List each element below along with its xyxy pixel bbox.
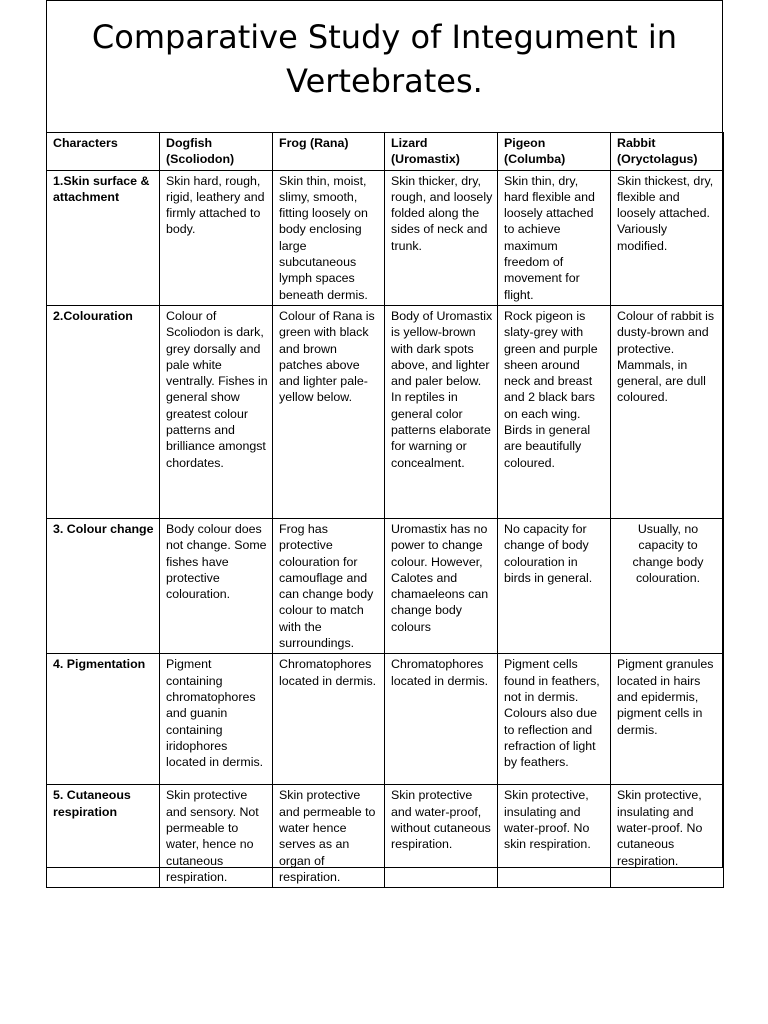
- table-cell: Skin thin, dry, hard flexible and loosely attached to achieve maximum freedom of movement for flight.: [498, 170, 611, 305]
- table-cell: Colour of rabbit is dusty-brown and protective. Mammals, in general, are dull coloured.: [611, 305, 724, 518]
- title-line-1: Comparative Study of Integument in: [91, 18, 678, 56]
- table-cell: No capacity for change of body colouration in birds in general.: [498, 518, 611, 653]
- table-cell: Usually, no capacity to change body colouration.: [611, 518, 724, 653]
- table-cell: Colour of Rana is green with black and brown patches above and lighter pale-yellow below.: [273, 305, 385, 518]
- table-cell: Skin hard, rough, rigid, leathery and firmly attached to body.: [160, 170, 273, 305]
- character-cell: 1.Skin surface & attachment: [47, 170, 160, 305]
- page-title: [47, 15, 722, 103]
- header-cell: Lizard (Uromastix): [385, 133, 498, 171]
- table-header-row: [47, 133, 724, 171]
- table-cell: Skin thicker, dry, rough, and loosely folded along the sides of neck and trunk.: [385, 170, 498, 305]
- table-cell: Chromatophores located in dermis.: [273, 654, 385, 785]
- table-row: [47, 654, 724, 785]
- header-cell: Frog (Rana): [273, 133, 385, 171]
- table-row: [47, 170, 724, 305]
- table-cell: Pigment cells found in feathers, not in dermis. Colours also due to reflection and refraction of light by feathers.: [498, 654, 611, 785]
- table-cell: Chromatophores located in dermis.: [385, 654, 498, 785]
- character-cell: 5. Cutaneous respiration: [47, 785, 160, 888]
- table-cell: Skin protective and water-proof, without cutaneous respiration.: [385, 785, 498, 888]
- header-cell: Characters: [47, 133, 160, 171]
- table-cell: Body colour does not change. Some fishes have protective colouration.: [160, 518, 273, 653]
- table-cell: Colour of Scoliodon is dark, grey dorsally and pale white ventrally. Fishes in general show greatest colour patterns and brilliance amongst chordates.: [160, 305, 273, 518]
- document-frame: [46, 0, 723, 884]
- table-row: [47, 518, 724, 653]
- character-cell: 4. Pigmentation: [47, 654, 160, 785]
- table-cell: Skin protective, insulating and water-proof. No cutaneous respiration.: [611, 785, 724, 888]
- table-cell: Skin protective and permeable to water hence serves as an organ of respiration.: [273, 785, 385, 888]
- character-cell: 3. Colour change: [47, 518, 160, 653]
- header-cell: Pigeon (Columba): [498, 133, 611, 171]
- table-cell: Pigment containing chromatophores and guanin containing iridophores located in dermis.: [160, 654, 273, 785]
- header-cell: Dogfish (Scoliodon): [160, 133, 273, 171]
- character-cell: 2.Colouration: [47, 305, 160, 518]
- table-cell: Skin protective and sensory. Not permeable to water, hence no cutaneous respiration.: [160, 785, 273, 888]
- title-line-2: Vertebrates.: [286, 62, 483, 100]
- table-cell: Uromastix has no power to change colour. However, Calotes and chamaeleons can change body colours: [385, 518, 498, 653]
- table-cell: Rock pigeon is slaty-grey with green and purple sheen around neck and breast and 2 black bars on each wing. Birds in general are beautifully coloured.: [498, 305, 611, 518]
- comparison-table: [46, 132, 724, 888]
- table-cell: Frog has protective colouration for camouflage and can change body colour to match with the surroundings.: [273, 518, 385, 653]
- table-cell: Skin thin, moist, slimy, smooth, fitting loosely on body enclosing large subcutaneous lymph spaces beneath dermis.: [273, 170, 385, 305]
- table-cell: Skin protective, insulating and water-proof. No skin respiration.: [498, 785, 611, 888]
- table-row: [47, 305, 724, 518]
- table-row: [47, 785, 724, 888]
- table-cell: Skin thickest, dry, flexible and loosely attached. Variously modified.: [611, 170, 724, 305]
- header-cell: Rabbit (Oryctolagus): [611, 133, 724, 171]
- table-cell: Pigment granules located in hairs and epidermis, pigment cells in dermis.: [611, 654, 724, 785]
- table-cell: Body of Uromastix is yellow-brown with dark spots above, and lighter and paler below. In reptiles in general color patterns elaborate for warning or concealment.: [385, 305, 498, 518]
